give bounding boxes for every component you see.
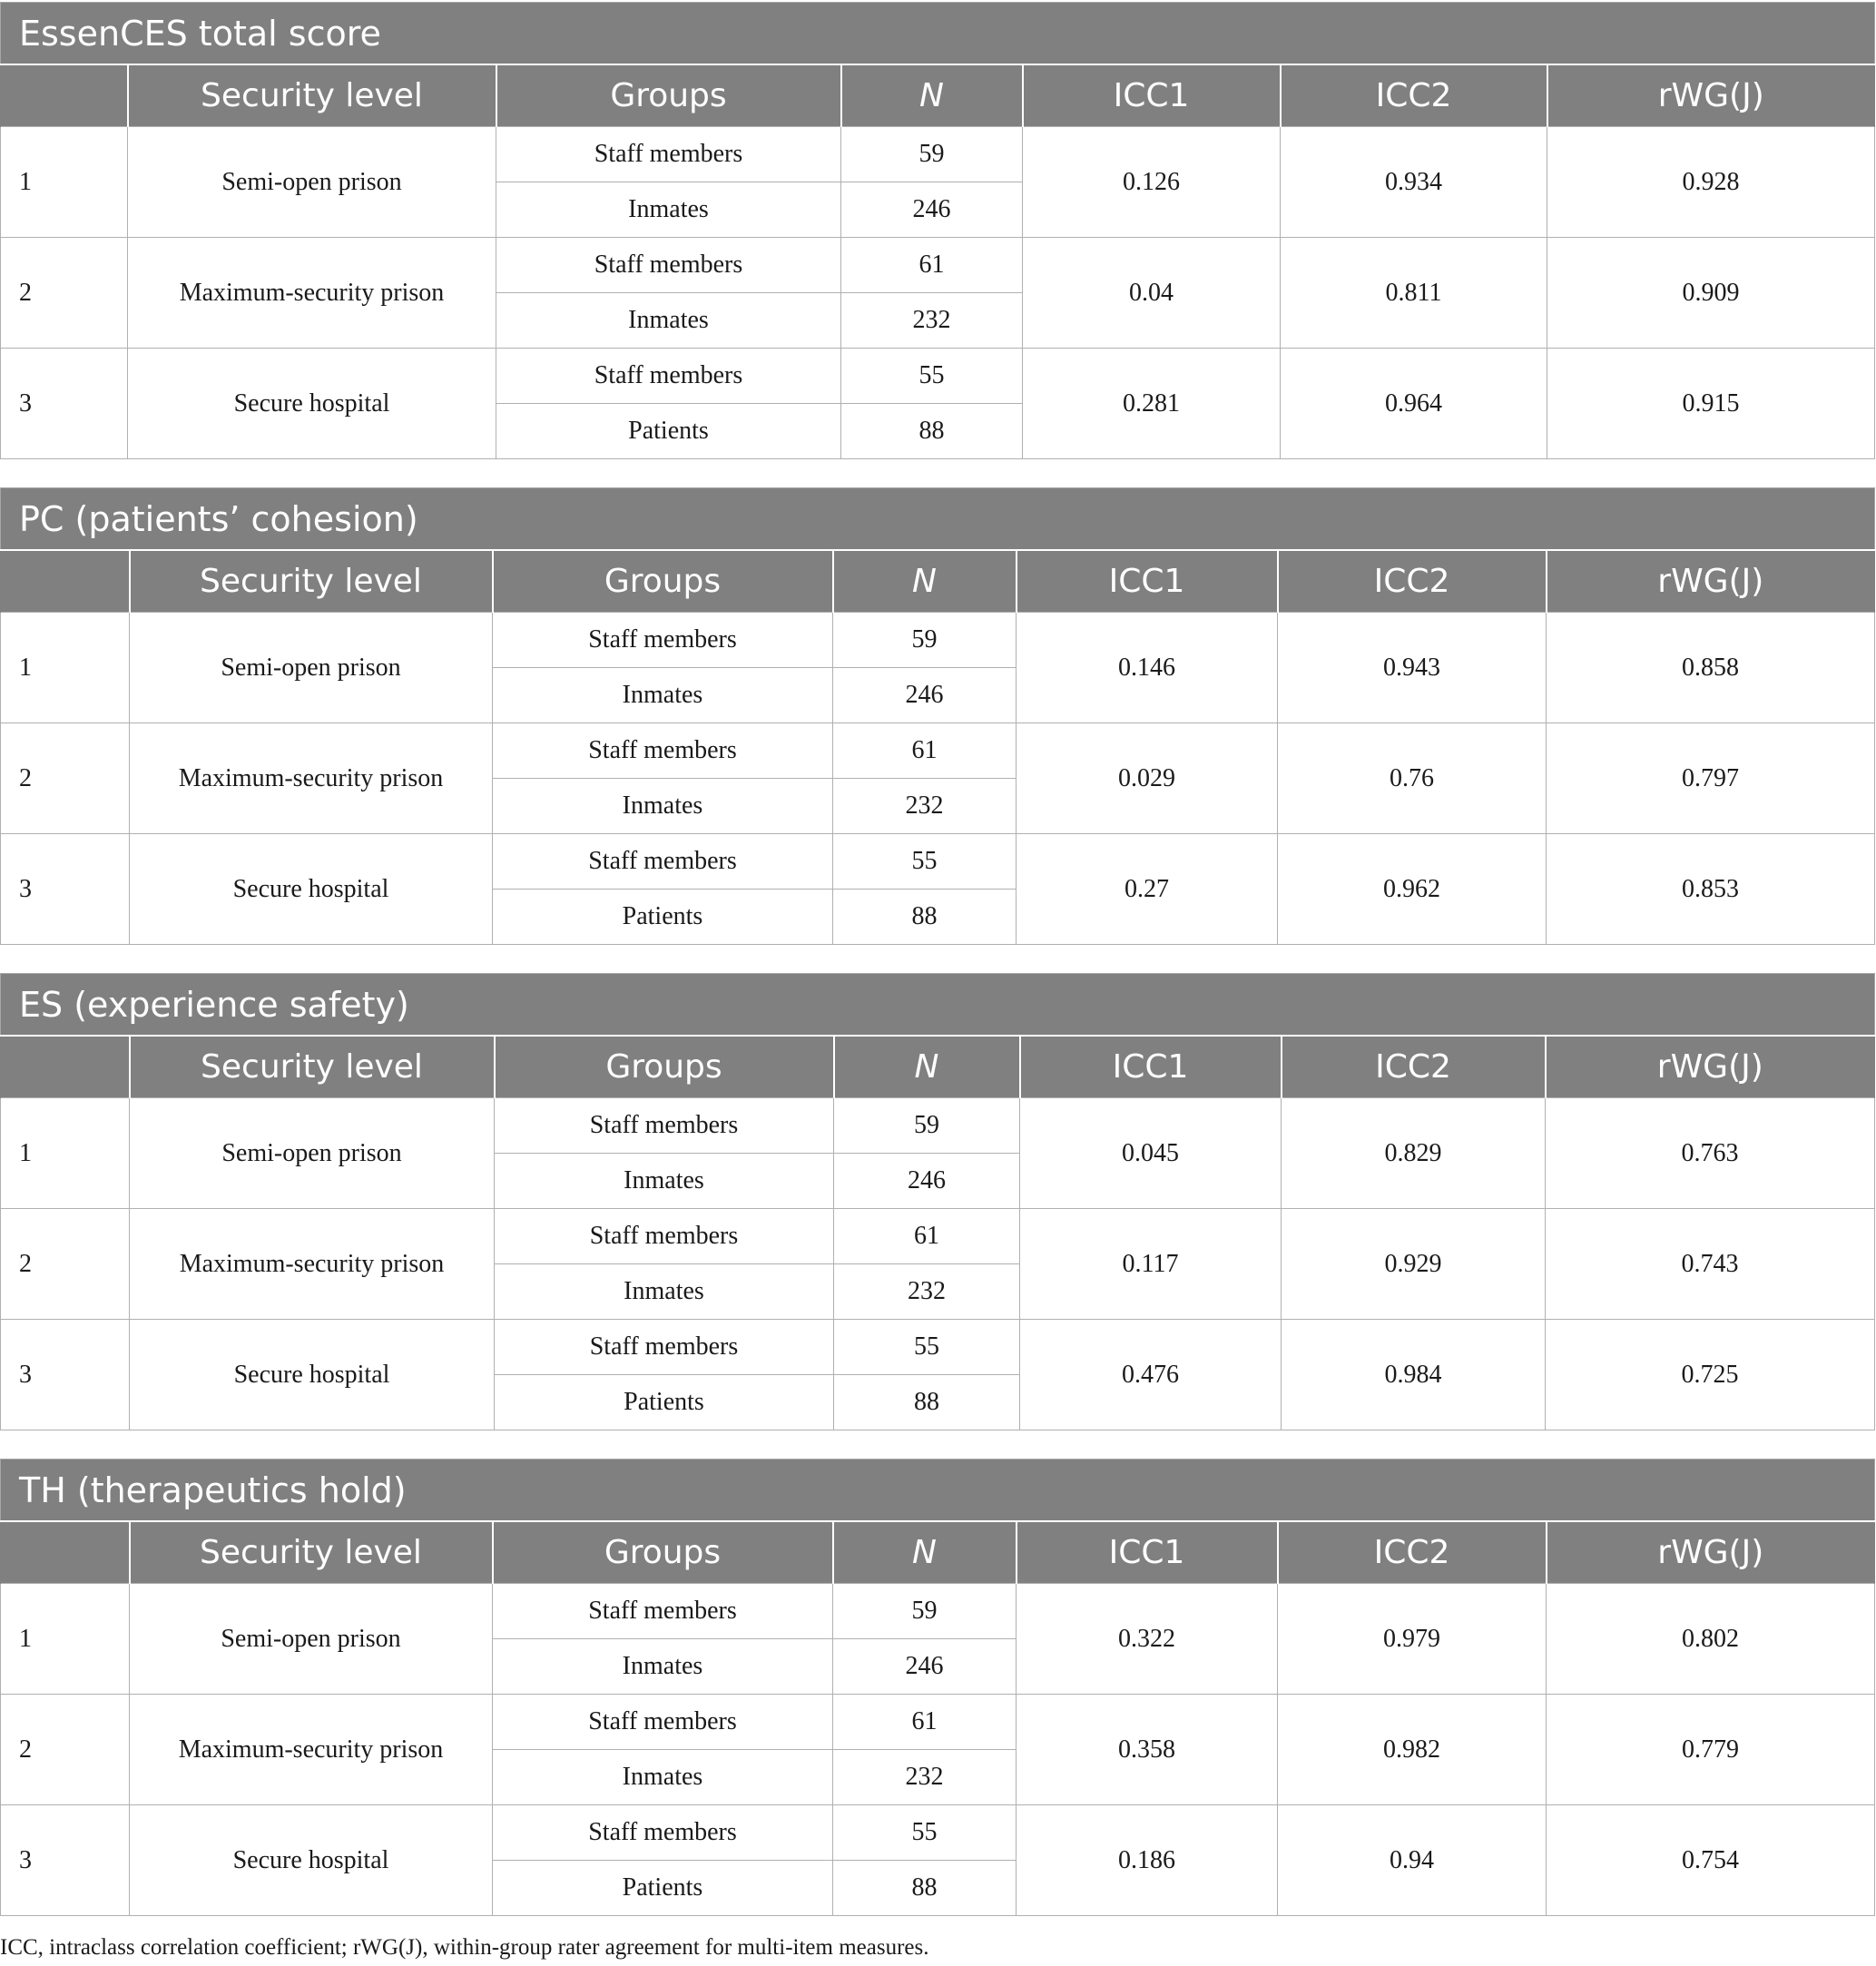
icc1-cell: 0.281 (1023, 349, 1281, 459)
icc2-cell: 0.934 (1281, 127, 1547, 238)
col-header-n: N (833, 1521, 1017, 1584)
rwg-cell: 0.779 (1547, 1695, 1875, 1805)
data-table (0, 1459, 1875, 1916)
icc1-cell: 0.045 (1020, 1098, 1282, 1209)
group-name-cell: Staff members (495, 1098, 834, 1154)
security-level-cell: Semi-open prison (130, 1584, 493, 1695)
icc1-cell: 0.126 (1023, 127, 1281, 238)
group-n-cell: 246 (833, 668, 1017, 723)
security-level-cell: Semi-open prison (130, 1098, 495, 1209)
row-index: 1 (1, 1584, 130, 1695)
group-n-cell: 59 (833, 1584, 1017, 1639)
rwg-cell: 0.763 (1546, 1098, 1875, 1209)
row-index: 2 (1, 238, 128, 349)
group-name-cell: Inmates (496, 293, 841, 349)
group-n-cell: 88 (833, 890, 1017, 945)
group-name-cell: Patients (493, 890, 833, 945)
rwg-cell: 0.802 (1547, 1584, 1875, 1695)
rwg-cell: 0.915 (1547, 349, 1875, 459)
group-n-cell: 246 (833, 1639, 1017, 1695)
group-n-cell: 55 (841, 349, 1023, 404)
icc1-cell: 0.146 (1017, 613, 1278, 723)
group-n-cell: 88 (833, 1861, 1017, 1916)
col-header-rwg: rWG(J) (1547, 1521, 1875, 1584)
group-name-cell: Staff members (496, 127, 841, 182)
col-header-security-level: Security level (128, 64, 496, 127)
table-block (0, 487, 1874, 945)
table-row (1, 127, 1875, 182)
row-index: 1 (1, 1098, 130, 1209)
col-header-icc1: ICC1 (1017, 1521, 1278, 1584)
col-header-n: N (841, 64, 1023, 127)
row-index: 2 (1, 723, 130, 834)
group-n-cell: 232 (833, 1750, 1017, 1805)
group-name-cell: Staff members (493, 1584, 833, 1639)
group-name-cell: Staff members (493, 1805, 833, 1861)
security-level-cell: Semi-open prison (128, 127, 496, 238)
security-level-cell: Secure hospital (130, 1320, 495, 1430)
table-row (1, 1805, 1875, 1861)
col-header-icc1: ICC1 (1023, 64, 1281, 127)
group-name-cell: Patients (496, 404, 841, 459)
col-header-icc2: ICC2 (1278, 1521, 1547, 1584)
col-header-groups: Groups (493, 1521, 833, 1584)
row-index: 3 (1, 834, 130, 945)
table-header-row (1, 1036, 1875, 1098)
group-name-cell: Inmates (493, 1750, 833, 1805)
icc2-cell: 0.979 (1278, 1584, 1547, 1695)
group-name-cell: Patients (495, 1375, 834, 1430)
row-index: 2 (1, 1209, 130, 1320)
table-row (1, 613, 1875, 668)
col-header-icc2: ICC2 (1278, 550, 1547, 613)
icc2-cell: 0.76 (1278, 723, 1547, 834)
icc1-cell: 0.186 (1017, 1805, 1278, 1916)
table-row (1, 834, 1875, 890)
table-title: TH (therapeutics hold) (1, 1460, 1875, 1522)
table-row (1, 1584, 1875, 1639)
col-header-security-level: Security level (130, 1521, 493, 1584)
security-level-cell: Maximum-security prison (130, 723, 493, 834)
group-n-cell: 55 (833, 834, 1017, 890)
security-level-cell: Maximum-security prison (130, 1209, 495, 1320)
icc1-cell: 0.322 (1017, 1584, 1278, 1695)
col-header-n: N (833, 550, 1017, 613)
security-level-cell: Secure hospital (130, 834, 493, 945)
group-n-cell: 55 (833, 1805, 1017, 1861)
icc2-cell: 0.962 (1278, 834, 1547, 945)
col-header-rwg: rWG(J) (1546, 1036, 1875, 1098)
table-row (1, 1695, 1875, 1750)
group-name-cell: Inmates (495, 1264, 834, 1320)
icc2-cell: 0.982 (1278, 1695, 1547, 1805)
group-n-cell: 61 (841, 238, 1023, 293)
group-n-cell: 232 (834, 1264, 1020, 1320)
col-header-index (1, 550, 130, 613)
security-level-cell: Maximum-security prison (130, 1695, 493, 1805)
data-table (0, 487, 1875, 945)
group-name-cell: Inmates (495, 1154, 834, 1209)
icc1-cell: 0.476 (1020, 1320, 1282, 1430)
row-index: 2 (1, 1695, 130, 1805)
icc2-cell: 0.811 (1281, 238, 1547, 349)
security-level-cell: Maximum-security prison (128, 238, 496, 349)
row-index: 1 (1, 613, 130, 723)
col-header-index (1, 1521, 130, 1584)
table-title: EssenCES total score (1, 3, 1875, 65)
group-name-cell: Staff members (495, 1320, 834, 1375)
group-name-cell: Patients (493, 1861, 833, 1916)
col-header-icc2: ICC2 (1282, 1036, 1546, 1098)
table-title-row (1, 3, 1875, 65)
icc1-cell: 0.27 (1017, 834, 1278, 945)
icc2-cell: 0.964 (1281, 349, 1547, 459)
group-name-cell: Staff members (496, 238, 841, 293)
table-row (1, 723, 1875, 779)
col-header-rwg: rWG(J) (1547, 550, 1875, 613)
icc1-cell: 0.04 (1023, 238, 1281, 349)
row-index: 3 (1, 1805, 130, 1916)
group-n-cell: 246 (834, 1154, 1020, 1209)
rwg-cell: 0.909 (1547, 238, 1875, 349)
table-row (1, 238, 1875, 293)
rwg-cell: 0.754 (1547, 1805, 1875, 1916)
icc2-cell: 0.94 (1278, 1805, 1547, 1916)
table-header-row (1, 64, 1875, 127)
group-n-cell: 61 (834, 1209, 1020, 1264)
group-n-cell: 232 (841, 293, 1023, 349)
table-footnote: ICC, intraclass correlation coefficient; rWG(J), within-group rater agreement for multi-item measures. (0, 1935, 929, 1960)
icc2-cell: 0.829 (1282, 1098, 1546, 1209)
table-block (0, 2, 1874, 459)
icc2-cell: 0.929 (1282, 1209, 1546, 1320)
group-name-cell: Staff members (495, 1209, 834, 1264)
group-n-cell: 88 (841, 404, 1023, 459)
col-header-index (1, 64, 128, 127)
group-n-cell: 59 (841, 127, 1023, 182)
group-n-cell: 232 (833, 779, 1017, 834)
rwg-cell: 0.858 (1547, 613, 1875, 723)
security-level-cell: Secure hospital (130, 1805, 493, 1916)
col-header-security-level: Security level (130, 550, 493, 613)
table-block (0, 973, 1874, 1430)
group-n-cell: 55 (834, 1320, 1020, 1375)
table-row (1, 349, 1875, 404)
icc1-cell: 0.029 (1017, 723, 1278, 834)
group-name-cell: Inmates (493, 779, 833, 834)
table-row (1, 1209, 1875, 1264)
group-name-cell: Inmates (496, 182, 841, 238)
rwg-cell: 0.743 (1546, 1209, 1875, 1320)
table-row (1, 1098, 1875, 1154)
table-block (0, 1459, 1874, 1916)
row-index: 3 (1, 349, 128, 459)
col-header-icc2: ICC2 (1281, 64, 1547, 127)
rwg-cell: 0.853 (1547, 834, 1875, 945)
rwg-cell: 0.797 (1547, 723, 1875, 834)
col-header-groups: Groups (496, 64, 841, 127)
table-header-row (1, 1521, 1875, 1584)
group-n-cell: 59 (833, 613, 1017, 668)
group-name-cell: Staff members (496, 349, 841, 404)
group-name-cell: Staff members (493, 723, 833, 779)
group-n-cell: 246 (841, 182, 1023, 238)
table-title: ES (experience safety) (1, 974, 1875, 1037)
icc1-cell: 0.117 (1020, 1209, 1282, 1320)
row-index: 3 (1, 1320, 130, 1430)
group-n-cell: 59 (834, 1098, 1020, 1154)
icc2-cell: 0.984 (1282, 1320, 1546, 1430)
group-name-cell: Inmates (493, 1639, 833, 1695)
data-table (0, 2, 1875, 459)
table-title: PC (patients’ cohesion) (1, 488, 1875, 551)
col-header-rwg: rWG(J) (1547, 64, 1875, 127)
table-title-row (1, 488, 1875, 551)
group-name-cell: Staff members (493, 613, 833, 668)
col-header-n: N (834, 1036, 1020, 1098)
col-header-icc1: ICC1 (1017, 550, 1278, 613)
icc2-cell: 0.943 (1278, 613, 1547, 723)
col-header-icc1: ICC1 (1020, 1036, 1282, 1098)
col-header-groups: Groups (493, 550, 833, 613)
icc1-cell: 0.358 (1017, 1695, 1278, 1805)
group-name-cell: Staff members (493, 1695, 833, 1750)
table-title-row (1, 974, 1875, 1037)
security-level-cell: Semi-open prison (130, 613, 493, 723)
security-level-cell: Secure hospital (128, 349, 496, 459)
table-title-row (1, 1460, 1875, 1522)
rwg-cell: 0.725 (1546, 1320, 1875, 1430)
group-n-cell: 61 (833, 1695, 1017, 1750)
rwg-cell: 0.928 (1547, 127, 1875, 238)
col-header-groups: Groups (495, 1036, 834, 1098)
col-header-index (1, 1036, 130, 1098)
data-table (0, 973, 1875, 1430)
table-row (1, 1320, 1875, 1375)
col-header-security-level: Security level (130, 1036, 495, 1098)
row-index: 1 (1, 127, 128, 238)
group-n-cell: 61 (833, 723, 1017, 779)
group-name-cell: Staff members (493, 834, 833, 890)
table-header-row (1, 550, 1875, 613)
group-name-cell: Inmates (493, 668, 833, 723)
group-n-cell: 88 (834, 1375, 1020, 1430)
